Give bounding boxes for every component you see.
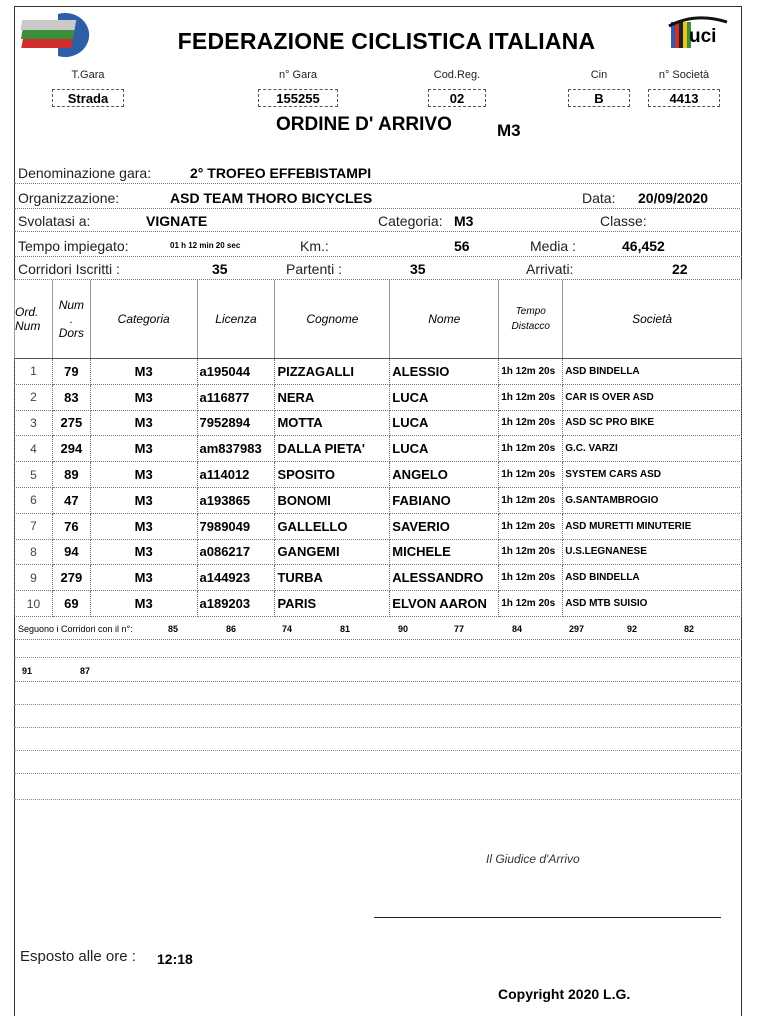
ordine-arrivo-title: ORDINE D' ARRIVO: [276, 114, 452, 135]
row-nome: LUCA: [390, 436, 499, 462]
row-ord: 8: [15, 539, 53, 565]
row-licenza: 7989049: [197, 513, 275, 539]
partenti-label: Partenti :: [286, 261, 343, 277]
media-value: 46,452: [622, 238, 665, 254]
table-row: [15, 384, 742, 410]
row-ord: 3: [15, 410, 53, 436]
km-value: 56: [454, 238, 470, 254]
seguono-num: 90: [398, 624, 409, 634]
row-categoria: M3: [90, 436, 197, 462]
row-nome: SAVERIO: [390, 513, 499, 539]
row-nome: FABIANO: [390, 487, 499, 513]
table-row: [15, 513, 742, 539]
row-cognome: BONOMI: [275, 487, 390, 513]
blank-line: [14, 640, 742, 658]
organizzazione-value: ASD TEAM THORO BICYCLES: [170, 190, 373, 206]
row-cognome: SPOSITO: [275, 462, 390, 488]
row-num: 279: [52, 565, 90, 591]
seguono-num: 85: [168, 624, 179, 634]
row-categoria: M3: [90, 384, 197, 410]
row-num: 69: [52, 591, 90, 617]
row-tempo: 1h 12m 20s: [499, 410, 563, 436]
row-ord: 4: [15, 436, 53, 462]
denominazione-label: Denominazione gara:: [18, 165, 152, 181]
blank-line: [14, 751, 742, 774]
codreg-value: 02: [428, 89, 486, 107]
blank-line: [14, 728, 742, 751]
row-ord: 7: [15, 513, 53, 539]
row-tempo: 1h 12m 20s: [499, 384, 563, 410]
row-societa: ASD SC PRO BIKE: [563, 410, 742, 436]
row-nome: LUCA: [390, 384, 499, 410]
seguono-num: 92: [627, 624, 638, 634]
categoria-label: Categoria:: [378, 213, 443, 229]
col-header-ord: [15, 280, 53, 359]
info-row-tempo: [14, 234, 742, 257]
col-header-licenza: Licenza: [197, 280, 275, 359]
row-licenza: 7952894: [197, 410, 275, 436]
info-row-svolatasi: [14, 209, 742, 232]
row-nome: ANGELO: [390, 462, 499, 488]
uci-logo: [665, 12, 731, 58]
table-row: [15, 539, 742, 565]
table-row: [15, 410, 742, 436]
blank-line: [14, 705, 742, 728]
col-header-num-top: Num: [58, 298, 85, 312]
col-header-societa: Società: [563, 280, 742, 359]
row-categoria: M3: [90, 513, 197, 539]
row-cognome: DALLA PIETA': [275, 436, 390, 462]
table-row: [15, 487, 742, 513]
row-categoria: M3: [90, 410, 197, 436]
row-nome: ALESSANDRO: [390, 565, 499, 591]
row-tempo: 1h 12m 20s: [499, 565, 563, 591]
cin-value: B: [568, 89, 630, 107]
col-header-cognome: Cognome: [275, 280, 390, 359]
row-tempo: 1h 12m 20s: [499, 513, 563, 539]
row-societa: ASD MURETTI MINUTERIE: [563, 513, 742, 539]
row-ord: 10: [15, 591, 53, 617]
nsocieta-label: n° Società: [658, 69, 710, 81]
info-row-denominazione: [14, 161, 742, 184]
col-header-num: [52, 280, 90, 359]
table-row: [15, 359, 742, 385]
row-ord: 2: [15, 384, 53, 410]
row-cognome: PARIS: [275, 591, 390, 617]
row-tempo: 1h 12m 20s: [499, 487, 563, 513]
row-nome: MICHELE: [390, 539, 499, 565]
blank-line: [14, 774, 742, 800]
row-licenza: a195044: [197, 359, 275, 385]
row-licenza: a144923: [197, 565, 275, 591]
table-header-row: [15, 280, 742, 359]
seguono-num: 84: [512, 624, 523, 634]
row-categoria: M3: [90, 539, 197, 565]
signature-line: [374, 917, 721, 918]
svolatasi-label: Svolatasi a:: [18, 213, 91, 229]
row-ord: 6: [15, 487, 53, 513]
results-body: [15, 359, 742, 617]
row-ord: 1: [15, 359, 53, 385]
row-cognome: GANGEMI: [275, 539, 390, 565]
col-header-tempo: [499, 280, 563, 359]
seguono-num: 87: [80, 666, 91, 676]
cin-label: Cin: [590, 69, 608, 81]
esposto-label: Esposto alle ore :: [20, 948, 136, 965]
tgara-label: T.Gara: [71, 69, 105, 81]
row-licenza: a116877: [197, 384, 275, 410]
federation-title: FEDERAZIONE CICLISTICA ITALIANA: [177, 28, 596, 54]
media-label: Media :: [530, 238, 576, 254]
row-societa: SYSTEM CARS ASD: [563, 462, 742, 488]
row-cognome: NERA: [275, 384, 390, 410]
row-num: 76: [52, 513, 90, 539]
tempo-label: Tempo impiegato:: [18, 238, 129, 254]
row-tempo: 1h 12m 20s: [499, 591, 563, 617]
row-num: 83: [52, 384, 90, 410]
info-row-organizzazione: [14, 186, 742, 209]
denominazione-value: 2° TROFEO EFFEBISTAMPI: [190, 165, 372, 181]
row-num: 47: [52, 487, 90, 513]
row-num: 94: [52, 539, 90, 565]
ngara-label: n° Gara: [278, 69, 318, 81]
nsocieta-value: 4413: [648, 89, 720, 107]
row-cognome: PIZZAGALLI: [275, 359, 390, 385]
row-ord: 9: [15, 565, 53, 591]
svolatasi-value: VIGNATE: [146, 213, 208, 229]
seguono-row-2: [14, 658, 742, 682]
results-table: [14, 280, 742, 617]
tgara-value: Strada: [52, 89, 124, 107]
table-row: [15, 436, 742, 462]
row-societa: ASD BINDELLA: [563, 359, 742, 385]
info-row-corridori: [14, 257, 742, 280]
blank-line: [14, 682, 742, 705]
row-licenza: a086217: [197, 539, 275, 565]
uci-logo-text: uci: [689, 26, 717, 47]
esposto-value: 12:18: [157, 951, 193, 967]
row-tempo: 1h 12m 20s: [499, 359, 563, 385]
row-num: 79: [52, 359, 90, 385]
col-header-categoria: Categoria: [90, 280, 197, 359]
categoria-value: M3: [454, 213, 474, 229]
partenti-value: 35: [410, 261, 426, 277]
arrivati-label: Arrivati:: [526, 261, 574, 277]
copyright: Copyright 2020 L.G.: [498, 986, 631, 1002]
organizzazione-label: Organizzazione:: [18, 190, 120, 206]
row-categoria: M3: [90, 462, 197, 488]
col-header-num-dot: .: [69, 312, 74, 326]
iscritti-label: Corridori Iscritti :: [18, 261, 120, 277]
col-header-nome: Nome: [390, 280, 499, 359]
row-licenza: a189203: [197, 591, 275, 617]
seguono-num: 91: [22, 666, 33, 676]
row-categoria: M3: [90, 591, 197, 617]
km-label: Km.:: [300, 238, 329, 254]
giudice-label: Il Giudice d'Arrivo: [486, 852, 580, 866]
row-licenza: am837983: [197, 436, 275, 462]
row-nome: ELVON AARON: [390, 591, 499, 617]
row-tempo: 1h 12m 20s: [499, 436, 563, 462]
row-societa: ASD BINDELLA: [563, 565, 742, 591]
row-nome: LUCA: [390, 410, 499, 436]
row-cognome: GALLELLO: [275, 513, 390, 539]
row-categoria: M3: [90, 487, 197, 513]
seguono-num: 81: [340, 624, 351, 634]
data-value: 20/09/2020: [638, 190, 709, 206]
row-categoria: M3: [90, 359, 197, 385]
row-ord: 5: [15, 462, 53, 488]
classe-label: Classe:: [600, 213, 647, 229]
arrivati-value: 22: [672, 261, 688, 277]
seguono-num: 77: [454, 624, 465, 634]
row-categoria: M3: [90, 565, 197, 591]
row-societa: ASD MTB SUISIO: [563, 591, 742, 617]
row-num: 89: [52, 462, 90, 488]
row-societa: G.C. VARZI: [563, 436, 742, 462]
seguono-num: 297: [569, 624, 585, 634]
row-nome: ALESSIO: [390, 359, 499, 385]
row-cognome: TURBA: [275, 565, 390, 591]
row-societa: CAR IS OVER ASD: [563, 384, 742, 410]
table-row: [15, 565, 742, 591]
fci-logo-text: F.C.I.: [40, 49, 57, 56]
table-row: [15, 462, 742, 488]
row-licenza: a193865: [197, 487, 275, 513]
category-code: M3: [497, 121, 521, 140]
iscritti-value: 35: [212, 261, 228, 277]
row-societa: U.S.LEGNANESE: [563, 539, 742, 565]
seguono-num: 86: [226, 624, 237, 634]
ngara-value: 155255: [258, 89, 338, 107]
table-row: [15, 591, 742, 617]
row-num: 275: [52, 410, 90, 436]
row-cognome: MOTTA: [275, 410, 390, 436]
seguono-num: 82: [684, 624, 695, 634]
col-header-tempo-top: Tempo: [515, 306, 546, 317]
row-licenza: a114012: [197, 462, 275, 488]
tempo-value: 01 h 12 min 20 sec: [170, 241, 241, 250]
seguono-num: 74: [282, 624, 293, 634]
seguono-label: Seguono i Corridori con il n°:: [18, 624, 133, 634]
codreg-label: Cod.Reg.: [433, 69, 481, 81]
data-label: Data:: [582, 190, 616, 206]
col-header-tempo-bottom: Distacco: [511, 321, 550, 332]
col-header-ord-label: Ord. Num: [15, 305, 41, 333]
row-tempo: 1h 12m 20s: [499, 539, 563, 565]
row-num: 294: [52, 436, 90, 462]
row-tempo: 1h 12m 20s: [499, 462, 563, 488]
seguono-row-1: [14, 616, 742, 640]
col-header-num-bottom: Dors: [58, 326, 85, 340]
row-societa: G.SANTAMBROGIO: [563, 487, 742, 513]
